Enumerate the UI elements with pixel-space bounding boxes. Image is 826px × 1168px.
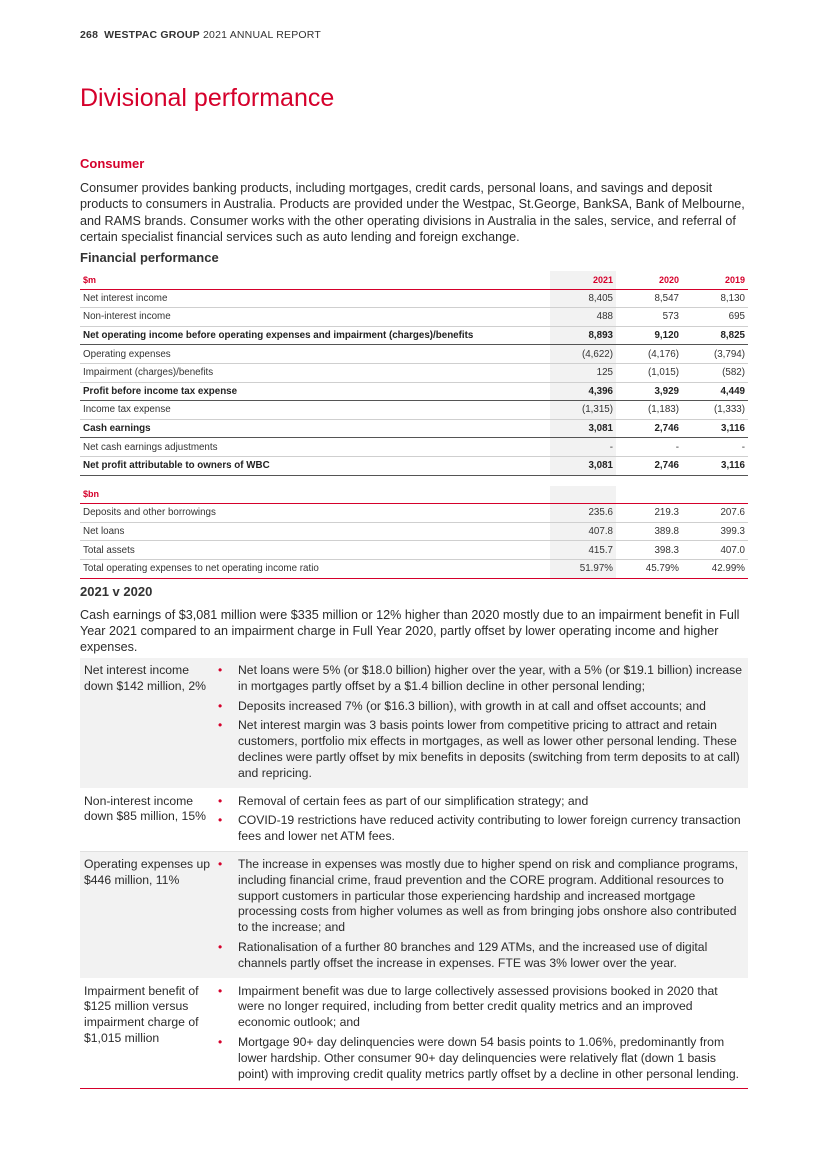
row-label: Total operating expenses to net operating income ratio	[80, 559, 550, 578]
drivers-table	[80, 658, 748, 1089]
cell-2020: 8,547	[616, 289, 682, 308]
financial-performance-title: Financial performance	[80, 250, 219, 265]
point-text: COVID-19 restrictions have reduced activity contributing to lower foreign currency transaction fees and lower net ATM fees.	[238, 813, 741, 844]
bullet-icon: •	[218, 793, 223, 808]
point-text: The increase in expenses was mostly due to higher spend on risk and compliance programs, including financial crime, fraud prevention and the CORE program. Additional resources to support customers in particular those experiencing hardship and increased mortgage processing costs from higher volumes as well as from bringing jobs onshore also contributed to the increase; and	[238, 856, 738, 935]
brand-name: WESTPAC GROUP	[104, 29, 200, 41]
table-row-total	[80, 382, 748, 401]
comparison-intro: Cash earnings of $3,081 million were $335 million or 12% higher than 2020 mostly due to an impairment benefit in Full Year 2021 compared to an impairment charge in Full Year 2020, partly offset by lower operating income and higher expenses.	[80, 608, 740, 654]
row-label: Cash earnings	[80, 419, 550, 438]
row-label: Income tax expense	[80, 401, 550, 420]
cell-2019: 399.3	[682, 522, 748, 541]
cell-2021: 415.7	[550, 541, 616, 560]
driver-row	[80, 789, 748, 852]
row-label: Profit before income tax expense	[80, 382, 550, 401]
cell-2020: 9,120	[616, 326, 682, 345]
year-header: 2020	[616, 271, 682, 289]
cell-2020: 389.8	[616, 522, 682, 541]
cell-2021: 3,081	[550, 419, 616, 438]
row-label: Net loans	[80, 522, 550, 541]
driver-points	[218, 792, 748, 847]
table-subheader-row	[80, 486, 748, 504]
driver-row	[80, 852, 748, 979]
list-item	[218, 1033, 744, 1084]
list-item	[218, 697, 744, 717]
row-label: Net interest income	[80, 289, 550, 308]
table-row-total	[80, 419, 748, 438]
table-spacer	[80, 475, 748, 486]
section-title: Consumer	[80, 156, 145, 171]
table-row	[80, 345, 748, 364]
bullet-icon: •	[218, 1034, 223, 1049]
row-label: Non-interest income	[80, 308, 550, 327]
cell-2021: 3,081	[550, 456, 616, 475]
cell-2020: 219.3	[616, 504, 682, 523]
driver-points	[218, 855, 748, 974]
cell-2019: 407.0	[682, 541, 748, 560]
list-item	[218, 938, 744, 974]
page-title: Divisional performance	[80, 84, 335, 112]
section-intro: Consumer provides banking products, including mortgages, credit cards, personal loans, and savings and deposit products to consumers in Australia. Products are provided under the Westpac, St.George, BankSA, Bank of Melbourne, and RAMS brands. Consumer works with the other operating divisions in Australia in the sales, service, and referral of certain specialist financial services such as auto lending and foreign exchange.	[80, 181, 745, 245]
table-row	[80, 522, 748, 541]
cell-2019: 695	[682, 308, 748, 327]
empty-cell	[616, 486, 682, 504]
point-text: Net interest margin was 3 basis points lower from competitive pricing to attract and retain customers, portfolio mix effects in mortgages, as well as lower other personal lending. These declines were partly offset by mix benefits in deposits (switching from term deposits to at call) and repricing.	[238, 718, 740, 780]
cell-2019: 3,116	[682, 419, 748, 438]
year-header: 2021	[550, 271, 616, 289]
cell-2020: -	[616, 438, 682, 457]
cell-2021: 8,405	[550, 289, 616, 308]
row-label: Net operating income before operating expenses and impairment (charges)/benefits	[80, 326, 550, 345]
row-label: Total assets	[80, 541, 550, 560]
table-header-row	[80, 271, 748, 289]
cell-2020: (4,176)	[616, 345, 682, 364]
cell-2021: -	[550, 438, 616, 457]
driver-row	[80, 979, 748, 1090]
table-row	[80, 438, 748, 457]
cell-2019: -	[682, 438, 748, 457]
driver-label: Net interest income down $142 million, 2%	[84, 663, 206, 693]
cell-2019: 8,825	[682, 326, 748, 345]
list-item	[218, 982, 744, 1033]
driver-points	[218, 661, 748, 784]
empty-cell	[682, 486, 748, 504]
table-row	[80, 289, 748, 308]
cell-2020: 45.79%	[616, 559, 682, 578]
driver-label: Impairment benefit of $125 million versus impairment charge of $1,015 million	[84, 983, 199, 1045]
row-label: Net cash earnings adjustments	[80, 438, 550, 457]
unit-label: $bn	[80, 486, 550, 504]
cell-2019: (1,333)	[682, 401, 748, 420]
bullet-icon: •	[218, 813, 223, 828]
bullet-icon: •	[218, 856, 223, 871]
list-item	[218, 716, 744, 783]
table-row	[80, 401, 748, 420]
cell-2020: 573	[616, 308, 682, 327]
cell-2020: 2,746	[616, 456, 682, 475]
empty-cell	[550, 486, 616, 504]
cell-2021: 235.6	[550, 504, 616, 523]
cell-2019: (3,794)	[682, 345, 748, 364]
cell-2019: (582)	[682, 363, 748, 382]
cell-2021: 407.8	[550, 522, 616, 541]
page-number: 268	[80, 29, 99, 41]
driver-row	[80, 658, 748, 789]
cell-2020: 3,929	[616, 382, 682, 401]
point-text: Deposits increased 7% (or $16.3 billion), with growth in at call and offset accounts; and	[238, 698, 706, 713]
bullet-icon: •	[218, 983, 223, 998]
cell-2021: (4,622)	[550, 345, 616, 364]
point-text: Rationalisation of a further 80 branches and 129 ATMs, and the increased use of digital channels partly offset the increase in expenses. FTE was 3% lower over the year.	[238, 939, 708, 970]
cell-2021: 8,893	[550, 326, 616, 345]
row-label: Net profit attributable to owners of WBC	[80, 456, 550, 475]
table-row	[80, 559, 748, 578]
cell-2020: 2,746	[616, 419, 682, 438]
point-text: Net loans were 5% (or $18.0 billion) higher over the year, with a 5% (or $19.1 billion) increase in mortgages partly offset by a $1.4 billion decline in other personal lending;	[238, 663, 743, 693]
report-name: 2021 ANNUAL REPORT	[203, 29, 321, 41]
driver-label: Non-interest income down $85 million, 15%	[84, 793, 206, 824]
driver-points	[218, 982, 748, 1085]
bullet-icon: •	[218, 939, 223, 954]
cell-2020: (1,015)	[616, 363, 682, 382]
point-text: Removal of certain fees as part of our simplification strategy; and	[238, 793, 589, 808]
table-row-total	[80, 456, 748, 475]
year-header: 2019	[682, 271, 748, 289]
row-label: Deposits and other borrowings	[80, 504, 550, 523]
bullet-icon: •	[218, 718, 223, 733]
point-text: Impairment benefit was due to large collectively assessed provisions booked in 2020 that were no longer required, including from better credit quality metrics and an improved economic outlook; and	[238, 983, 718, 1030]
row-label: Operating expenses	[80, 345, 550, 364]
bullet-icon: •	[218, 698, 223, 713]
bullet-icon: •	[218, 663, 223, 677]
cell-2021: (1,315)	[550, 401, 616, 420]
unit-label: $m	[80, 271, 550, 289]
list-item	[218, 855, 744, 938]
cell-2020: 398.3	[616, 541, 682, 560]
running-header	[80, 29, 321, 41]
list-item	[218, 792, 744, 812]
cell-2019: 42.99%	[682, 559, 748, 578]
cell-2019: 4,449	[682, 382, 748, 401]
list-item	[218, 661, 744, 697]
point-text: Mortgage 90+ day delinquencies were down 54 basis points to 1.06%, predominantly from lower hardship. Other consumer 90+ day delinquencies were relatively flat (down 1 basis point) with improving credit quality metrics partly offset by a decline in other personal lending.	[238, 1034, 740, 1081]
cell-2021: 51.97%	[550, 559, 616, 578]
financial-performance-table	[80, 271, 748, 579]
cell-2021: 125	[550, 363, 616, 382]
cell-2021: 488	[550, 308, 616, 327]
cell-2019: 207.6	[682, 504, 748, 523]
cell-2021: 4,396	[550, 382, 616, 401]
row-label: Impairment (charges)/benefits	[80, 363, 550, 382]
cell-2019: 8,130	[682, 289, 748, 308]
table-row	[80, 308, 748, 327]
table-row	[80, 541, 748, 560]
cell-2019: 3,116	[682, 456, 748, 475]
comparison-title: 2021 v 2020	[80, 584, 153, 599]
list-item	[218, 811, 744, 847]
table-row	[80, 363, 748, 382]
table-row	[80, 504, 748, 523]
cell-2020: (1,183)	[616, 401, 682, 420]
table-row-total	[80, 326, 748, 345]
driver-label: Operating expenses up $446 million, 11%	[84, 856, 211, 887]
